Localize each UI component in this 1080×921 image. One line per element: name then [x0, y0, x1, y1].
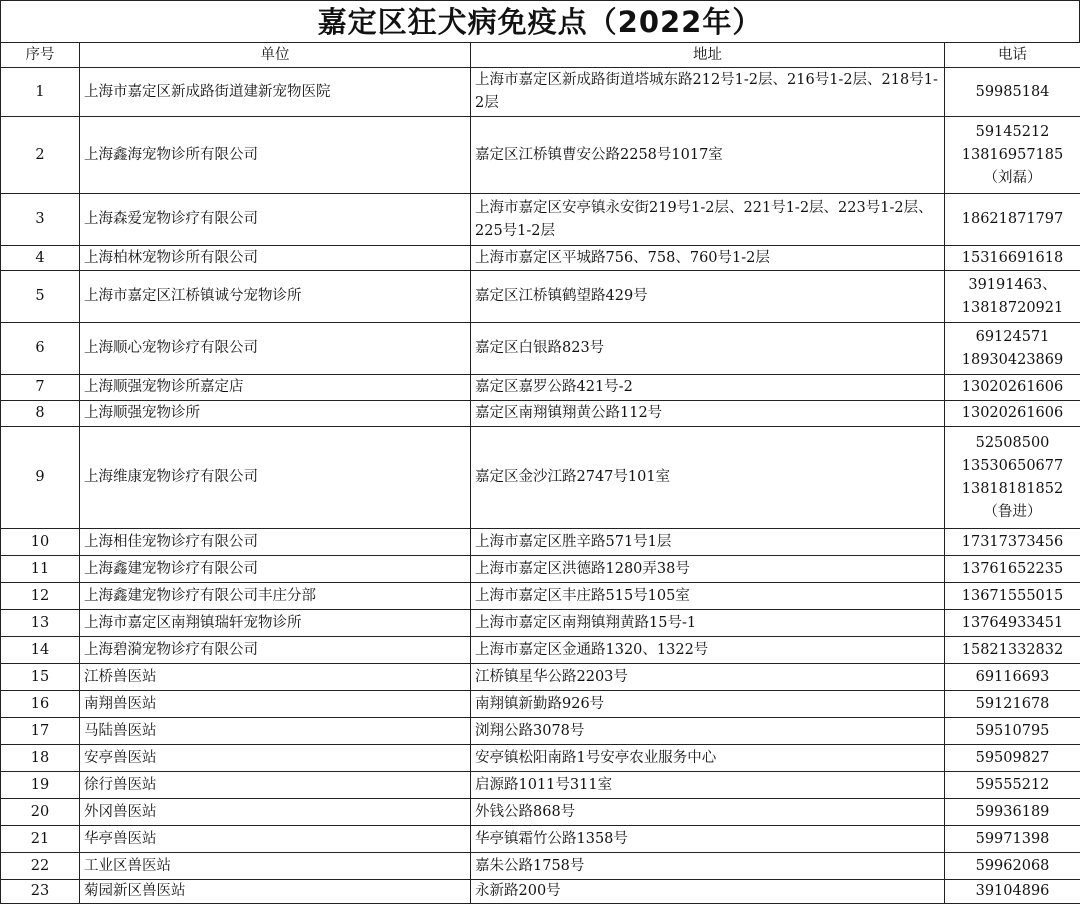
row-unit: 上海维康宠物诊疗有限公司	[80, 427, 471, 529]
table-row	[1, 637, 1080, 664]
phone-line: （刘磊）	[983, 169, 1042, 186]
row-phone	[945, 427, 1080, 529]
table-row	[1, 401, 1080, 427]
table-row	[1, 427, 1080, 529]
row-phone	[945, 401, 1080, 427]
row-address: 永新路200号	[471, 880, 945, 904]
phone-line: 13816957185	[961, 146, 1064, 163]
row-address: 嘉朱公路1758号	[471, 853, 945, 880]
phone-line: 59962068	[975, 857, 1050, 874]
row-phone	[945, 691, 1080, 718]
row-index: 8	[1, 401, 80, 427]
phone-line: 13020261606	[961, 405, 1064, 421]
row-unit: 马陆兽医站	[80, 718, 471, 745]
phone-line: 59936189	[975, 803, 1050, 820]
phone-line: 59971398	[975, 830, 1050, 847]
table-row	[1, 375, 1080, 401]
row-index: 4	[1, 246, 80, 271]
row-unit: 上海顺强宠物诊所嘉定店	[80, 375, 471, 401]
row-address: 浏翔公路3078号	[471, 718, 945, 745]
row-unit: 上海鑫建宠物诊疗有限公司丰庄分部	[80, 583, 471, 610]
table-row	[1, 664, 1080, 691]
row-phone	[945, 664, 1080, 691]
row-address: 启源路1011号311室	[471, 772, 945, 799]
table-row	[1, 718, 1080, 745]
row-index: 1	[1, 68, 80, 117]
phone-line: 13818720921	[961, 299, 1064, 316]
phone-line: 15316691618	[961, 249, 1064, 266]
row-unit: 上海顺强宠物诊所	[80, 401, 471, 427]
phone-line: 15821332832	[961, 641, 1064, 658]
table-row	[1, 529, 1080, 556]
phone-line: 13761652235	[961, 560, 1064, 577]
row-address: 上海市嘉定区洪德路1280弄38号	[471, 556, 945, 583]
row-index: 18	[1, 745, 80, 772]
row-index: 2	[1, 117, 80, 194]
phone-line: 17317373456	[961, 533, 1064, 550]
phone-line: 59121678	[975, 695, 1050, 712]
row-phone	[945, 799, 1080, 826]
row-index: 7	[1, 375, 80, 401]
row-unit: 上海鑫建宠物诊疗有限公司	[80, 556, 471, 583]
phone-line: 69124571	[975, 328, 1050, 345]
header-unit: 单位	[80, 43, 471, 68]
header-address: 地址	[471, 43, 945, 68]
phone-line: 39104896	[975, 883, 1050, 899]
table-row	[1, 691, 1080, 718]
row-unit: 上海顺心宠物诊疗有限公司	[80, 323, 471, 375]
row-index: 14	[1, 637, 80, 664]
phone-line: 39191463、	[968, 276, 1057, 293]
row-unit: 上海柏林宠物诊所有限公司	[80, 246, 471, 271]
row-phone	[945, 880, 1080, 904]
phone-line: 18930423869	[961, 351, 1064, 368]
row-phone	[945, 583, 1080, 610]
row-phone	[945, 323, 1080, 375]
row-index: 3	[1, 194, 80, 246]
row-address: 上海市嘉定区安亭镇永安街219号1-2层、221号1-2层、223号1-2层、225号1-2层	[471, 194, 945, 246]
phone-line: 13020261606	[961, 379, 1064, 395]
row-unit: 安亭兽医站	[80, 745, 471, 772]
row-unit: 上海碧漪宠物诊疗有限公司	[80, 637, 471, 664]
row-index: 5	[1, 271, 80, 323]
table-row	[1, 68, 1080, 117]
phone-line: 18621871797	[961, 211, 1064, 227]
row-unit: 上海市嘉定区江桥镇诚兮宠物诊所	[80, 271, 471, 323]
phone-line: 13818181852	[961, 480, 1064, 497]
table-row	[1, 117, 1080, 194]
phone-line: 59555212	[975, 776, 1050, 793]
row-index: 15	[1, 664, 80, 691]
row-address: 江桥镇星华公路2203号	[471, 664, 945, 691]
phone-line: 13671555015	[961, 587, 1064, 604]
row-index: 6	[1, 323, 80, 375]
row-phone	[945, 718, 1080, 745]
row-index: 13	[1, 610, 80, 637]
row-address: 外钱公路868号	[471, 799, 945, 826]
row-phone	[945, 68, 1080, 117]
row-phone	[945, 271, 1080, 323]
row-index: 23	[1, 880, 80, 904]
row-phone	[945, 610, 1080, 637]
table-row	[1, 271, 1080, 323]
row-address: 上海市嘉定区新成路街道塔城东路212号1-2层、216号1-2层、218号1-2层	[471, 68, 945, 117]
row-address: 嘉定区江桥镇鹤望路429号	[471, 271, 945, 323]
row-phone	[945, 117, 1080, 194]
row-address: 上海市嘉定区金通路1320、1322号	[471, 637, 945, 664]
row-unit: 外冈兽医站	[80, 799, 471, 826]
row-unit: 菊园新区兽医站	[80, 880, 471, 904]
row-unit: 上海鑫海宠物诊所有限公司	[80, 117, 471, 194]
phone-line: 59510795	[975, 722, 1050, 739]
phone-line: （鲁进）	[983, 503, 1042, 520]
header-index: 序号	[1, 43, 80, 68]
table-row	[1, 772, 1080, 799]
phone-line: 69116693	[975, 668, 1050, 685]
row-phone	[945, 246, 1080, 271]
table-row	[1, 826, 1080, 853]
row-phone	[945, 853, 1080, 880]
row-index: 12	[1, 583, 80, 610]
table-row	[1, 246, 1080, 271]
row-index: 9	[1, 427, 80, 529]
row-address: 上海市嘉定区丰庄路515号105室	[471, 583, 945, 610]
row-unit: 南翔兽医站	[80, 691, 471, 718]
header-phone: 电话	[945, 43, 1080, 68]
row-address: 嘉定区南翔镇翔黄公路112号	[471, 401, 945, 427]
row-phone	[945, 529, 1080, 556]
row-phone	[945, 772, 1080, 799]
phone-line: 59145212	[975, 123, 1050, 140]
row-address: 嘉定区江桥镇曹安公路2258号1017室	[471, 117, 945, 194]
row-phone	[945, 826, 1080, 853]
row-index: 19	[1, 772, 80, 799]
row-address: 嘉定区嘉罗公路421号-2	[471, 375, 945, 401]
row-unit: 上海森爱宠物诊疗有限公司	[80, 194, 471, 246]
table-row	[1, 880, 1080, 904]
row-phone	[945, 556, 1080, 583]
row-index: 17	[1, 718, 80, 745]
row-address: 华亭镇霜竹公路1358号	[471, 826, 945, 853]
table-row	[1, 556, 1080, 583]
page-title: 嘉定区狂犬病免疫点（2022年）	[0, 0, 1080, 42]
phone-line: 13530650677	[961, 457, 1064, 474]
row-phone	[945, 375, 1080, 401]
table-row	[1, 745, 1080, 772]
table-row	[1, 323, 1080, 375]
row-phone	[945, 194, 1080, 246]
phone-line: 59509827	[975, 749, 1050, 766]
row-unit: 上海市嘉定区新成路街道建新宠物医院	[80, 68, 471, 117]
row-address: 安亭镇松阳南路1号安亭农业服务中心	[471, 745, 945, 772]
table-row	[1, 194, 1080, 246]
row-unit: 工业区兽医站	[80, 853, 471, 880]
row-index: 16	[1, 691, 80, 718]
row-unit: 徐行兽医站	[80, 772, 471, 799]
phone-line: 13764933451	[961, 614, 1064, 631]
row-address: 嘉定区金沙江路2747号101室	[471, 427, 945, 529]
row-index: 11	[1, 556, 80, 583]
table-row	[1, 799, 1080, 826]
row-address: 嘉定区白银路823号	[471, 323, 945, 375]
table-header-row	[1, 43, 1080, 68]
row-address: 南翔镇新勤路926号	[471, 691, 945, 718]
row-index: 21	[1, 826, 80, 853]
row-phone	[945, 637, 1080, 664]
row-unit: 江桥兽医站	[80, 664, 471, 691]
row-phone	[945, 745, 1080, 772]
row-unit: 上海相佳宠物诊疗有限公司	[80, 529, 471, 556]
row-index: 10	[1, 529, 80, 556]
row-index: 20	[1, 799, 80, 826]
row-address: 上海市嘉定区南翔镇翔黄路15号-1	[471, 610, 945, 637]
row-address: 上海市嘉定区胜辛路571号1层	[471, 529, 945, 556]
phone-line: 59985184	[975, 83, 1050, 100]
table-row	[1, 853, 1080, 880]
clinic-table	[0, 42, 1080, 904]
row-unit: 华亭兽医站	[80, 826, 471, 853]
row-index: 22	[1, 853, 80, 880]
table-row	[1, 583, 1080, 610]
table-row	[1, 610, 1080, 637]
row-address: 上海市嘉定区平城路756、758、760号1-2层	[471, 246, 945, 271]
phone-line: 52508500	[975, 434, 1050, 451]
row-unit: 上海市嘉定区南翔镇瑞轩宠物诊所	[80, 610, 471, 637]
